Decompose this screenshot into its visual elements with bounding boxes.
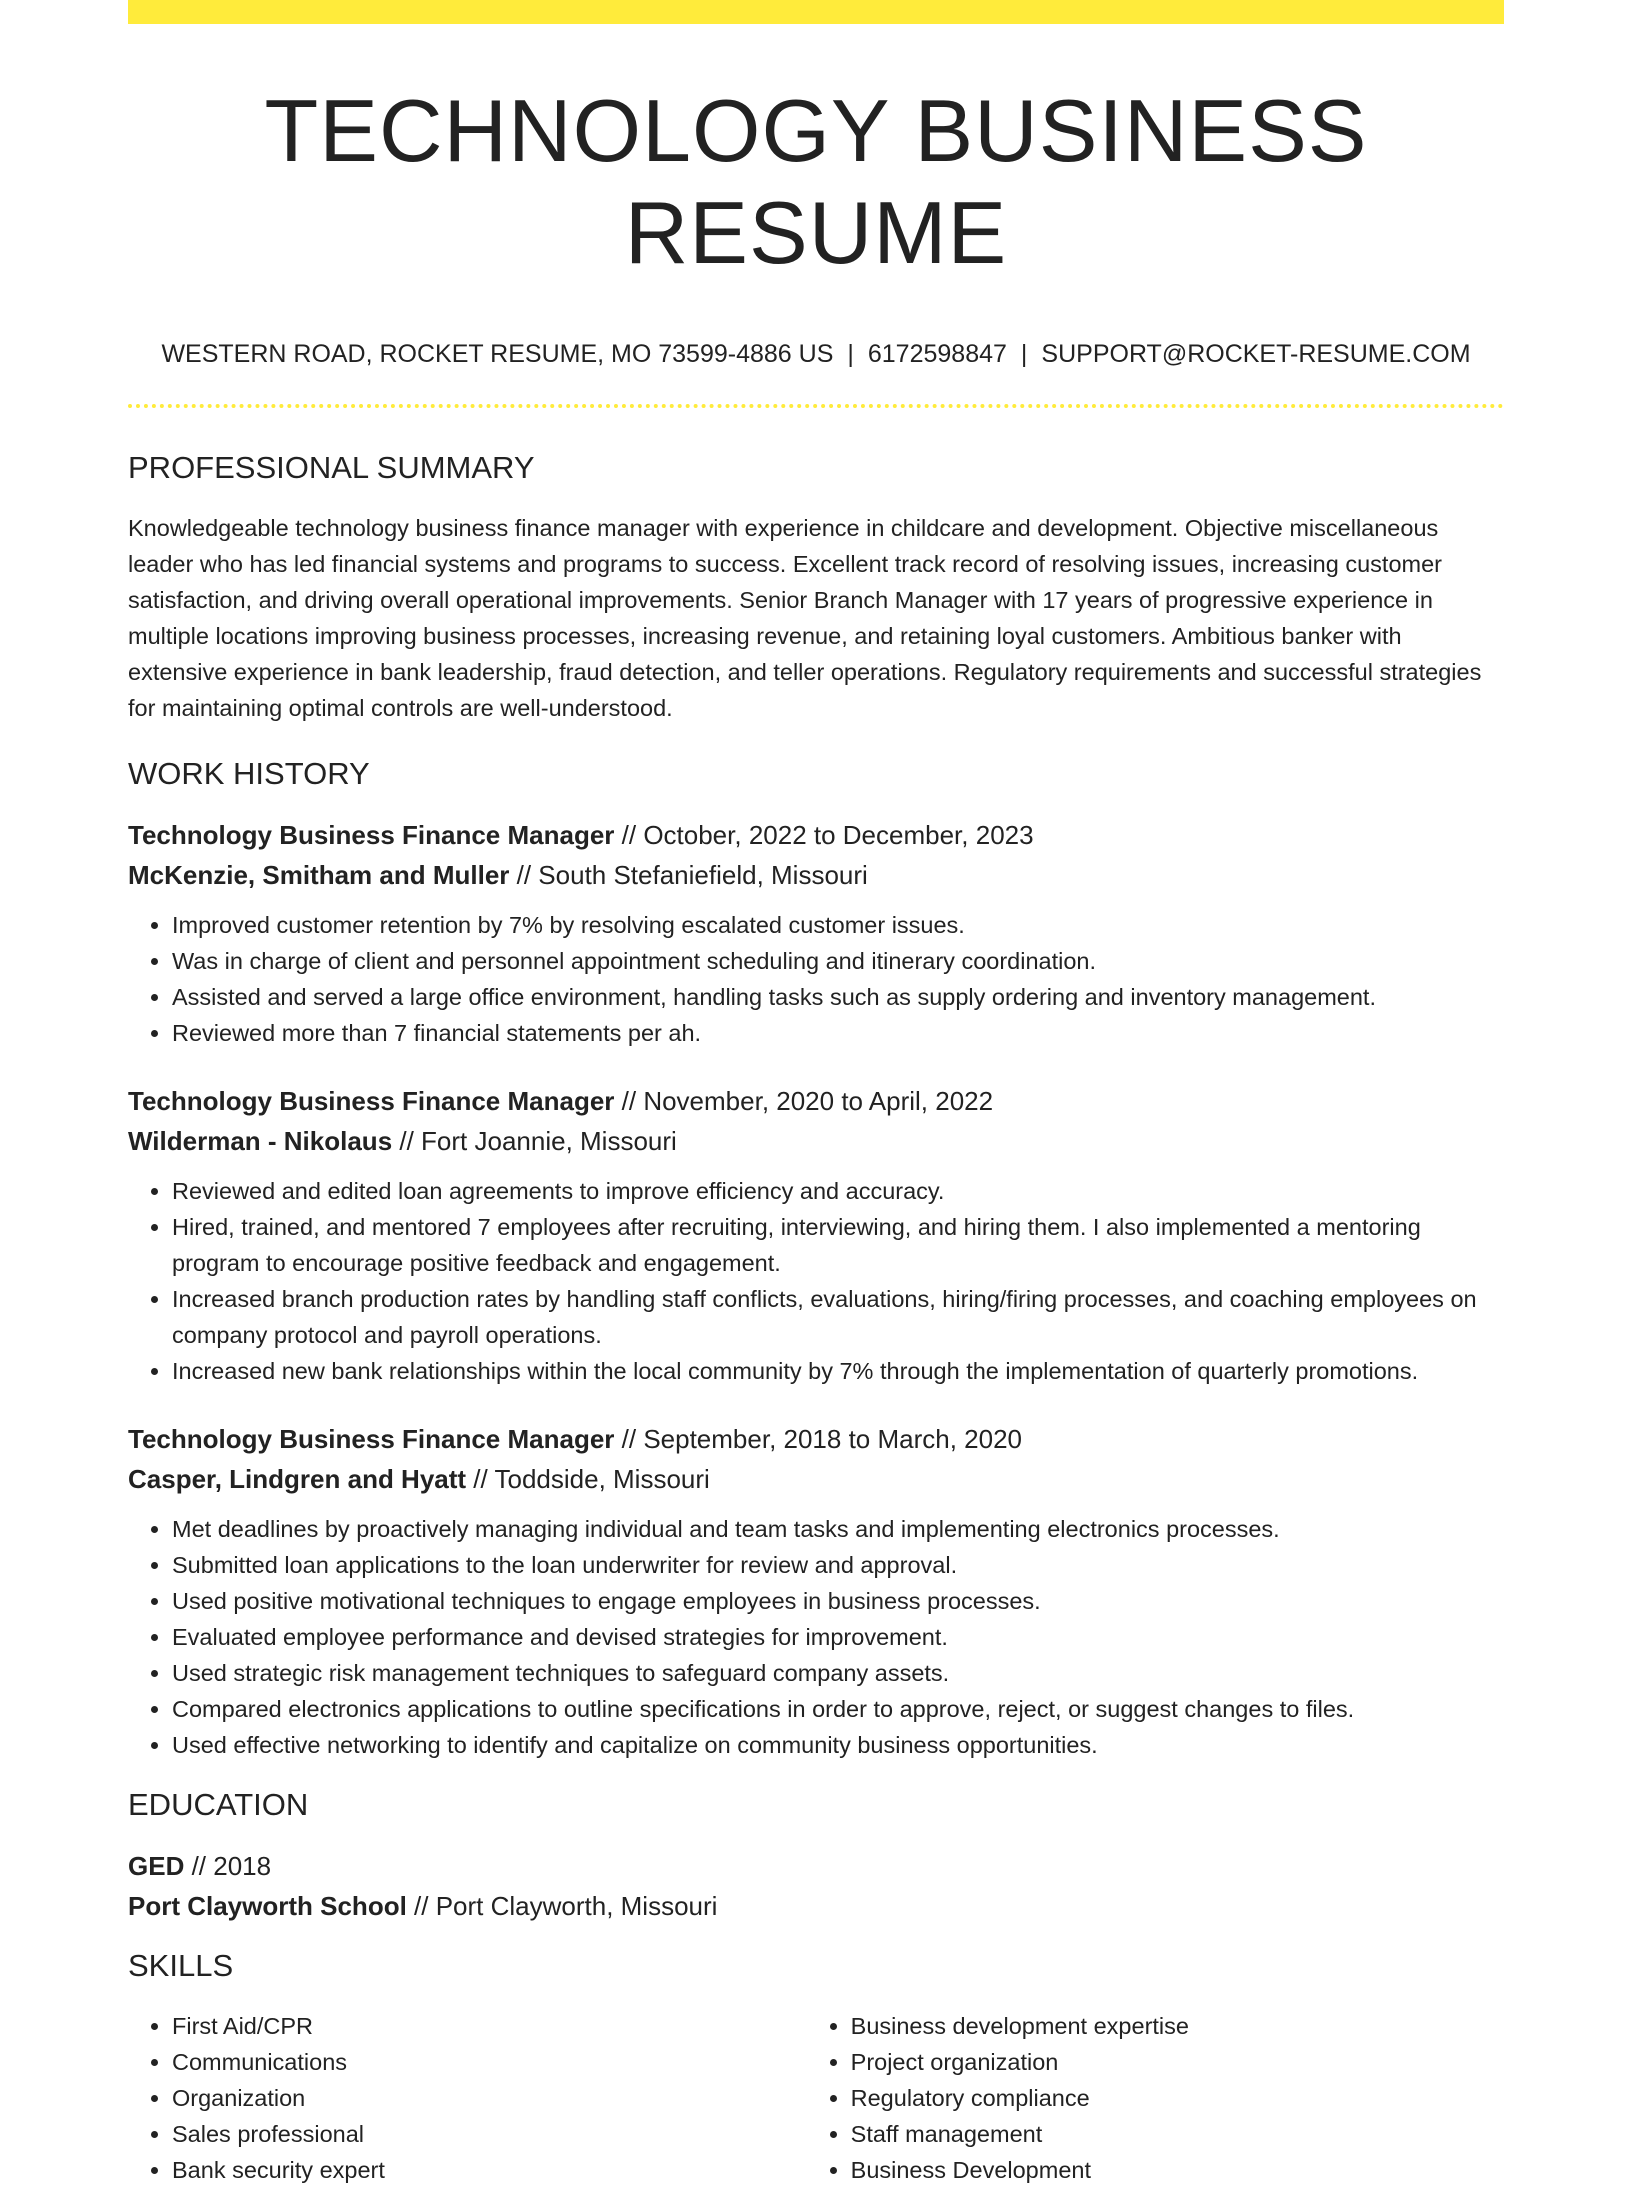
list-item: • Improved customer retention by 7% by resolving escalated customer issues.	[172, 907, 1504, 943]
job-bullet-list	[128, 907, 1504, 1051]
skill-item: • Business Development	[851, 2152, 1504, 2188]
skill-item: • First Aid/CPR	[172, 2008, 807, 2044]
job-bullet-list	[128, 1511, 1504, 1763]
skill-item: • Organization	[172, 2080, 807, 2116]
list-item: • Reviewed more than 7 financial statements per ah.	[172, 1015, 1504, 1051]
resume-content	[128, 0, 1504, 2188]
job-company: McKenzie, Smitham and Muller	[128, 860, 510, 890]
job-role-line	[128, 1419, 1504, 1459]
contact-line	[128, 338, 1504, 370]
job-entry	[128, 1081, 1504, 1389]
job-dates: // October, 2022 to December, 2023	[614, 820, 1034, 850]
list-item: • Used effective networking to identify and capitalize on community business opportunities.	[172, 1727, 1504, 1763]
education-year: // 2018	[184, 1851, 272, 1881]
education-school: Port Clayworth School	[128, 1891, 407, 1921]
education-heading: EDUCATION	[128, 1787, 309, 1822]
list-item: • Was in charge of client and personnel appointment scheduling and itinerary coordination.	[172, 943, 1504, 979]
skills-list-left	[128, 2008, 807, 2188]
contact-separator: |	[1020, 340, 1028, 368]
job-dates: // September, 2018 to March, 2020	[614, 1424, 1023, 1454]
job-location: // Fort Joannie, Missouri	[392, 1126, 677, 1156]
skill-item: • Business development expertise	[851, 2008, 1504, 2044]
list-item: • Compared electronics applications to outline specifications in order to approve, reject, or suggest changes to files.	[172, 1691, 1504, 1727]
contact-address: WESTERN ROAD, ROCKET RESUME, MO 73599-4886 US	[161, 340, 834, 368]
list-item: • Evaluated employee performance and devised strategies for improvement.	[172, 1619, 1504, 1655]
list-item: • Used strategic risk management techniques to safeguard company assets.	[172, 1655, 1504, 1691]
job-role: Technology Business Finance Manager	[128, 1086, 615, 1116]
education-location: // Port Clayworth, Missouri	[406, 1891, 718, 1921]
job-location: // South Stefaniefield, Missouri	[509, 860, 868, 890]
summary-text: Knowledgeable technology business finance manager with experience in childcare and development. Objective miscellaneous leader who has led financial systems and programs to success. Excellent track record of resolving issues, increasing customer satisfaction, and driving overall operational improvements. Senior Branch Manager with 17 years of progressive experience in multiple locations improving business processes, increasing revenue, and retaining loyal customers. Ambitious banker with extensive experience in bank leadership, fraud detection, and teller operations. Regulatory requirements and successful strategies for maintaining optimal controls are well-understood.	[128, 515, 1482, 721]
contact-email: SUPPORT@ROCKET-RESUME.COM	[1041, 340, 1471, 368]
skill-item: • Bank security expert	[172, 2152, 807, 2188]
job-dates: // November, 2020 to April, 2022	[614, 1086, 994, 1116]
list-item: • Used positive motivational techniques to engage employees in business processes.	[172, 1583, 1504, 1619]
list-item: • Met deadlines by proactively managing individual and team tasks and implementing electronics processes.	[172, 1511, 1504, 1547]
list-item: • Hired, trained, and mentored 7 employees after recruiting, interviewing, and hiring them. I also implemented a mentoring program to encourage positive feedback and engagement.	[172, 1209, 1504, 1281]
skill-item: • Sales professional	[172, 2116, 807, 2152]
list-item: • Increased branch production rates by handling staff conflicts, evaluations, hiring/firing processes, and coaching employees on company protocol and payroll operations.	[172, 1281, 1504, 1353]
job-bullet-list	[128, 1173, 1504, 1389]
contact-separator: |	[847, 340, 854, 368]
summary-heading: PROFESSIONAL SUMMARY	[128, 450, 535, 485]
job-role-line	[128, 815, 1504, 855]
job-company: Wilderman - Nikolaus	[128, 1126, 393, 1156]
education-entry	[128, 1846, 1504, 1926]
skill-item: • Staff management	[851, 2116, 1504, 2152]
work-history-heading: WORK HISTORY	[128, 756, 370, 791]
list-item: • Increased new bank relationships within the local community by 7% through the implementation of quarterly promotions.	[172, 1353, 1504, 1389]
skill-item: • Regulatory compliance	[851, 2080, 1504, 2116]
job-company: Casper, Lindgren and Hyatt	[128, 1464, 467, 1494]
job-company-line	[128, 1121, 1504, 1161]
contact-phone: 6172598847	[867, 340, 1007, 368]
education-degree-line	[128, 1846, 1504, 1886]
job-company-line	[128, 1459, 1504, 1499]
list-item: • Assisted and served a large office environment, handling tasks such as supply ordering and inventory management.	[172, 979, 1504, 1015]
list-item: • Submitted loan applications to the loan underwriter for review and approval.	[172, 1547, 1504, 1583]
job-entry	[128, 1419, 1504, 1763]
skills-list-right	[807, 2008, 1504, 2188]
skill-item: • Communications	[172, 2044, 807, 2080]
job-role-line	[128, 1081, 1504, 1121]
job-role: Technology Business Finance Manager	[128, 1424, 615, 1454]
skills-heading: SKILLS	[128, 1948, 234, 1983]
job-role: Technology Business Finance Manager	[128, 820, 615, 850]
skill-item: • Project organization	[851, 2044, 1504, 2080]
skills-columns	[128, 2008, 1504, 2188]
job-location: // Toddside, Missouri	[466, 1464, 710, 1494]
job-company-line	[128, 855, 1504, 895]
job-entry	[128, 815, 1504, 1051]
resume-title: TECHNOLOGY BUSINESS RESUME	[264, 81, 1368, 282]
list-item: • Reviewed and edited loan agreements to improve efficiency and accuracy.	[172, 1173, 1504, 1209]
education-school-line	[128, 1886, 1504, 1926]
education-degree: GED	[128, 1851, 185, 1881]
dotted-divider	[128, 404, 1504, 408]
